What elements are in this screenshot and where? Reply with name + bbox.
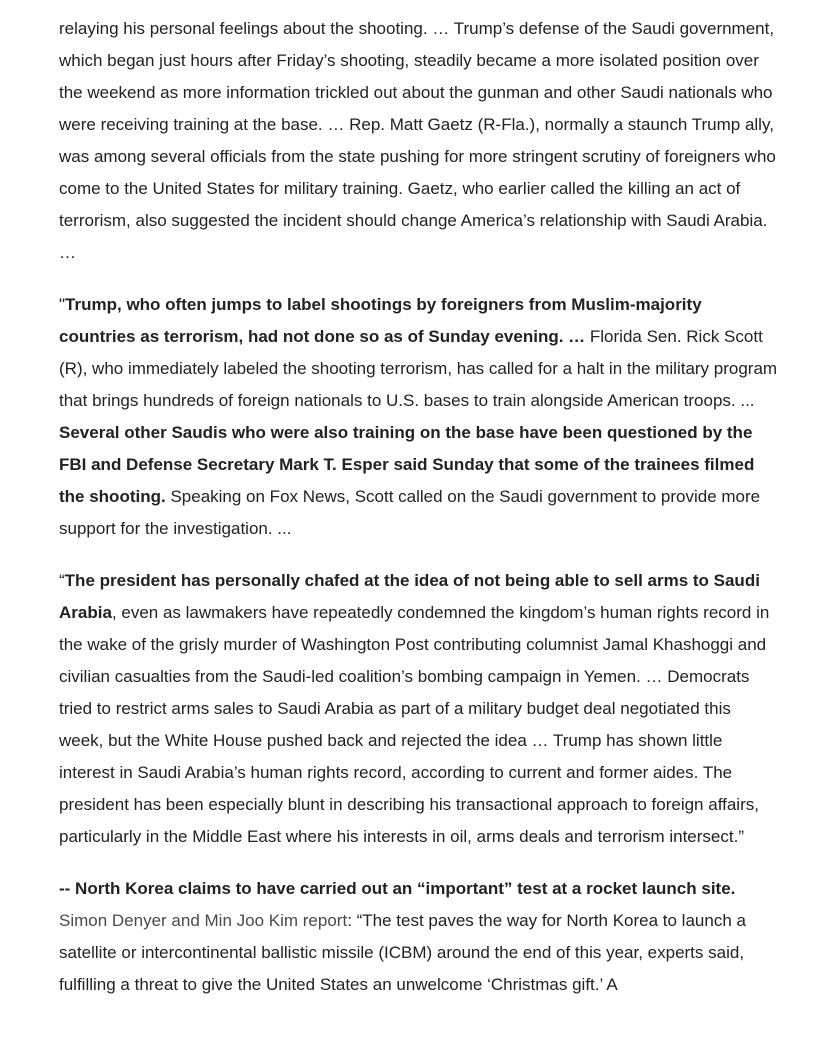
paragraph-north-korea [59,873,779,1001]
bold-text: -- North Korea claims to have carried out an “important” test at a rocket launch site. [59,879,736,898]
bold-text: Trump, who often jumps to label shootings by foreigners from Muslim-majority countries as terrorism, had not done so as of Sunday evening. … [59,295,702,346]
paragraph-text: , even as lawmakers have repeatedly condemned the kingdom’s human rights record in the wake of the grisly murder of Washington Post contributing columnist Jamal Khashoggi and civilian casualties from the Saudi-led coalition’s bombing campaign in Yemen. … Democrats tried to restrict arms sales to Saudi Arabia as part of a military budget deal negotiated this week, but the White House pushed back and rejected the idea … Trump has shown little interest in Saudi Arabia’s human rights record, according to current and former aides. The president has been especially blunt in describing his transactional approach to foreign affairs, particularly in the Middle East where his interests in oil, arms deals and terrorism intersect.” [59,603,770,846]
paragraph-scott [59,289,779,545]
bold-text: The president has personally chafed at the idea of not being able to sell arms to Saudi Arabia [59,571,760,622]
quote-mark: “ [59,571,65,590]
paragraph-text: relaying his personal feelings about the shooting. … Trump’s defense of the Saudi government, which began just hours after Friday’s shooting, steadily became a more isolated position over the weekend as more information trickled out about the gunman and other Saudi nationals who were receiving training at the base. … Rep. Matt Gaetz (R-Fla.), normally a staunch Trump ally, was among several officials from the state pushing for more stringent scrutiny of foreigners who come to the United States for military training. Gaetz, who earlier called the killing an act of terrorism, also suggested the incident should change America’s relationship with Saudi Arabia. … [59,19,776,262]
bold-text: Several other Saudis who were also training on the base have been questioned by the FBI and Defense Secretary Mark T. Esper said Sunday that some of the trainees filmed the shooting. [59,423,755,506]
report-link[interactable]: Simon Denyer and Min Joo Kim report [59,911,348,930]
article-body [59,13,779,1001]
quote-mark: " [59,295,66,314]
paragraph-gaetz [59,13,779,269]
paragraph-text: Florida Sen. Rick Scott (R), who immediately labeled the shooting terrorism, has called for a halt in the military program that brings hundreds of foreign nationals to U.S. bases to train alongside American troops. ... [59,327,778,410]
paragraph-text: : “The test paves the way for North Korea to launch a satellite or intercontinental ballistic missile (ICBM) around the end of this year, experts said, fulfilling a threat to give the United States an unwelcome ‘Christmas gift.’ A [59,911,746,994]
paragraph-arms-sales [59,565,779,853]
paragraph-text: Speaking on Fox News, Scott called on the Saudi government to provide more support for the investigation. ... [59,487,761,538]
